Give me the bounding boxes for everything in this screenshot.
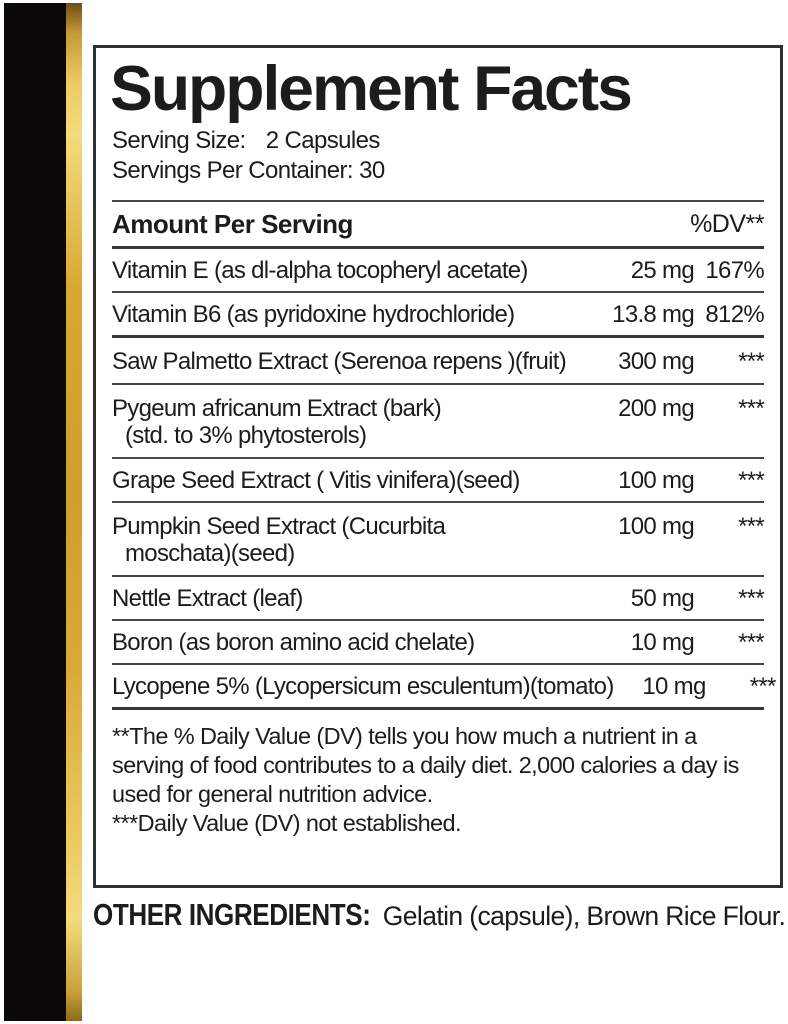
ingredient-dv: *** — [738, 585, 764, 612]
servings-per-container-value: 30 — [359, 157, 385, 184]
ingredient-name: Nettle Extract (leaf) — [112, 585, 303, 612]
not-established-footnote: ***Daily Value (DV) not established. — [112, 810, 461, 836]
footnotes — [112, 710, 764, 838]
amount-per-serving-header: Amount Per Serving — [112, 208, 353, 239]
ingredient-name: Pygeum africanum Extract (bark) (std. to 3% phytosterols) — [112, 395, 602, 449]
servings-per-container-line — [112, 156, 764, 186]
left-black-bar — [4, 3, 66, 1021]
ingredient-name-line2: moschata)(seed) — [125, 540, 295, 567]
ingredient-amount: 50 mg — [630, 585, 694, 612]
table-row — [112, 338, 764, 383]
ingredient-dv: *** — [738, 467, 764, 494]
ingredient-dv: 167% — [705, 257, 764, 284]
other-ingredients-value: Gelatin (capsule), Brown Rice Flour. — [382, 901, 786, 931]
ingredient-name: Vitamin B6 (as pyridoxine hydrochloride) — [112, 301, 515, 328]
daily-value-footnote: **The % Daily Value (DV) tells you how much a nutrient in a serving of food contributes to a daily diet. 2,000 calories a day is used for general nutrition advice. — [112, 723, 739, 807]
table-row — [112, 293, 764, 335]
ingredient-amount: 100 mg — [618, 513, 694, 540]
serving-size-value: 2 Capsules — [265, 127, 380, 154]
ingredient-dv: *** — [738, 348, 764, 375]
left-gold-stripe — [66, 3, 82, 1021]
supplement-facts-panel — [93, 45, 783, 888]
servings-per-container-label: Servings Per Container: — [112, 157, 353, 184]
ingredient-name: Lycopene 5% (Lycopersicum esculentum)(tomato) — [112, 673, 614, 700]
table-row — [112, 621, 764, 663]
serving-size-line — [112, 126, 764, 156]
ingredient-name: Saw Palmetto Extract (Serenoa repens )(fruit) — [112, 348, 567, 375]
ingredient-amount: 25 mg — [630, 257, 694, 284]
table-row — [112, 577, 764, 619]
ingredient-name: Boron (as boron amino acid chelate) — [112, 629, 475, 656]
ingredient-name: Pumpkin Seed Extract (Cucurbita moschata)(seed) — [112, 513, 602, 567]
ingredient-amount: 200 mg — [618, 395, 694, 422]
ingredient-amount: 100 mg — [618, 467, 694, 494]
ingredient-dv: *** — [738, 629, 764, 656]
table-row — [112, 385, 764, 457]
ingredient-name-line2: (std. to 3% phytosterols) — [125, 422, 367, 449]
dv-header: %DV** — [690, 209, 764, 238]
ingredient-dv: 812% — [705, 301, 764, 328]
ingredient-dv: *** — [749, 673, 776, 700]
table-row — [112, 503, 764, 575]
ingredient-dv: *** — [738, 513, 764, 540]
ingredient-dv: *** — [738, 395, 764, 422]
ingredient-amount: 300 mg — [618, 348, 694, 375]
table-row — [112, 459, 764, 501]
table-header-row — [112, 202, 764, 246]
other-ingredients-label: OTHER INGREDIENTS: — [93, 897, 371, 932]
ingredient-name: Grape Seed Extract ( Vitis vinifera)(seed) — [112, 467, 520, 494]
ingredient-name: Vitamin E (as dl-alpha tocopheryl acetate) — [112, 257, 528, 284]
other-ingredients-line — [93, 897, 785, 933]
table-row — [112, 249, 764, 291]
ingredient-amount: 10 mg — [642, 673, 706, 700]
panel-title: Supplement Facts — [110, 54, 631, 124]
ingredient-amount: 13.8 mg — [612, 301, 694, 328]
serving-size-label: Serving Size: — [112, 127, 246, 154]
ingredient-amount: 10 mg — [630, 629, 694, 656]
table-row — [112, 665, 776, 707]
